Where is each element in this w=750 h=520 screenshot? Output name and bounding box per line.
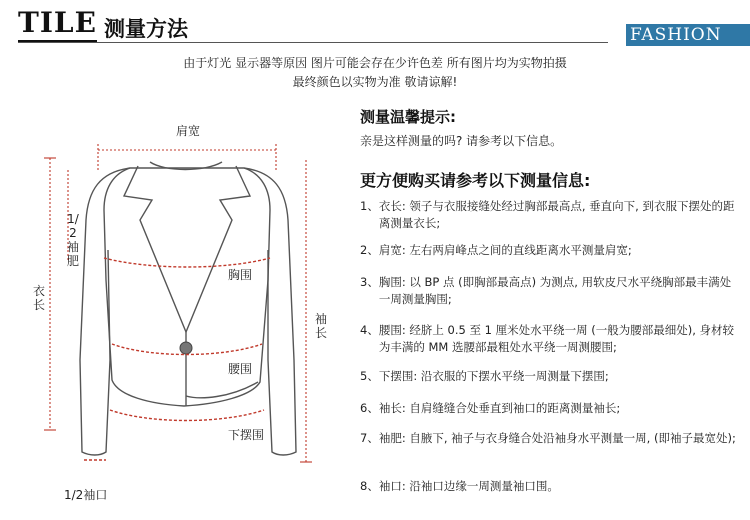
jacket-illustration bbox=[0, 100, 360, 520]
list-item: 8、 袖口: 沿袖口边缘一周测量袖口围。 bbox=[360, 479, 559, 493]
label-half-bicep: 1/2袖肥 bbox=[66, 212, 79, 268]
color-notice-line-2: 最终颜色以实物为准 敬请谅解! bbox=[292, 75, 458, 89]
list-item: 2、 肩宽: 左右两肩峰点之间的直线距离水平测量肩宽; bbox=[360, 243, 632, 257]
label-sleeve-length: 袖长 bbox=[314, 312, 327, 340]
list-item: 1、 衣长: 领子与衣服接缝处经过胸部最高点, 垂直向下, 到衣服下摆处的距离测量衣长; bbox=[360, 199, 735, 230]
list-item: 3、 胸围: 以 BP 点 (即胸部最高点) 为测点, 用软皮尺水平绕胸部最丰满处一周测量胸围; bbox=[360, 275, 732, 306]
label-length: 衣长 bbox=[32, 284, 45, 312]
label-waist: 腰围 bbox=[228, 362, 253, 376]
jacket-button bbox=[180, 342, 192, 354]
label-hem: 下摆围 bbox=[228, 428, 265, 442]
color-notice-line-1: 由于灯光 显示器等原因 图片可能会存在少许色差 所有图片均为实物拍摄 bbox=[183, 56, 567, 70]
dimension-ticks bbox=[44, 158, 312, 462]
brand-logo: TILE bbox=[18, 8, 97, 43]
tips-subtitle: 亲是这样测量的吗? 请参考以下信息。 bbox=[360, 134, 563, 148]
list-item: 4、 腰围: 经脐上 0.5 至 1 厘米处水平绕一周 (一般为腰部最细处), 身材较为丰满的 MM 选腰部最粗处水平绕一周测腰围; bbox=[360, 323, 735, 354]
list-item: 5、 下摆围: 沿衣服的下摆水平绕一周测量下摆围; bbox=[360, 369, 609, 383]
list-item: 7、 袖肥: 自腋下, 袖子与衣身缝合处沿袖身水平测量一周, (即袖子最宽处); bbox=[360, 431, 736, 445]
list-item: 6、 袖长: 自肩缝缝合处垂直到袖口的距离测量袖长; bbox=[360, 401, 621, 415]
header-divider bbox=[18, 42, 608, 43]
page-title: 测量方法 bbox=[104, 17, 188, 41]
jacket-measurement-diagram bbox=[0, 100, 360, 520]
tips-title: 测量温馨提示: bbox=[360, 108, 456, 126]
fashion-badge: FASHION bbox=[626, 24, 750, 46]
section-title: 更方便购买请参考以下测量信息: bbox=[360, 171, 591, 190]
label-half-cuff: 1/2袖口 bbox=[64, 488, 108, 502]
header bbox=[0, 0, 750, 52]
label-chest: 胸围 bbox=[228, 268, 253, 282]
label-shoulder-width: 肩宽 bbox=[176, 124, 201, 138]
